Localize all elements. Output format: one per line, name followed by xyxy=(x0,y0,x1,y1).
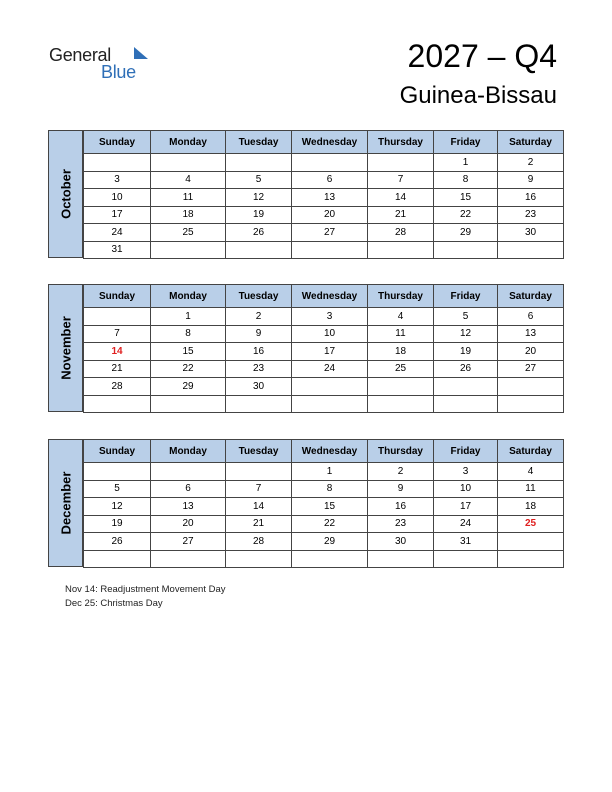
day-header: Saturday xyxy=(498,440,564,463)
day-cell: 28 xyxy=(368,224,434,242)
day-cell: 9 xyxy=(226,325,292,343)
day-cell: 8 xyxy=(434,171,498,189)
day-cell: 7 xyxy=(368,171,434,189)
day-cell: 24 xyxy=(84,224,151,242)
day-cell xyxy=(226,463,292,481)
month-label xyxy=(48,439,83,567)
day-header: Saturday xyxy=(498,285,564,308)
week-row xyxy=(84,154,564,172)
day-cell xyxy=(498,378,564,396)
day-cell: 4 xyxy=(498,463,564,481)
day-cell: 21 xyxy=(226,515,292,533)
day-cell: 7 xyxy=(84,325,151,343)
day-header: Friday xyxy=(434,440,498,463)
day-header: Monday xyxy=(151,440,226,463)
day-cell: 14 xyxy=(368,189,434,207)
day-header: Sunday xyxy=(84,440,151,463)
day-cell: 19 xyxy=(84,515,151,533)
day-cell xyxy=(84,550,151,568)
day-cell xyxy=(498,241,564,259)
day-cell xyxy=(226,241,292,259)
day-header: Wednesday xyxy=(292,285,368,308)
day-cell xyxy=(368,378,434,396)
day-cell: 8 xyxy=(151,325,226,343)
month-label xyxy=(48,284,83,412)
day-cell xyxy=(368,395,434,413)
day-cell xyxy=(84,308,151,326)
day-cell: 2 xyxy=(368,463,434,481)
day-cell: 13 xyxy=(292,189,368,207)
month-name: December xyxy=(58,471,73,535)
calendar-table xyxy=(83,130,564,259)
day-header: Monday xyxy=(151,285,226,308)
holiday-note: Dec 25: Christmas Day xyxy=(65,598,163,609)
day-cell: 13 xyxy=(498,325,564,343)
day-cell: 20 xyxy=(292,206,368,224)
day-cell: 11 xyxy=(151,189,226,207)
holiday-note: Nov 14: Readjustment Movement Day xyxy=(65,584,226,595)
week-row xyxy=(84,343,564,361)
week-row xyxy=(84,308,564,326)
day-cell: 8 xyxy=(292,480,368,498)
day-cell xyxy=(498,395,564,413)
day-cell: 19 xyxy=(434,343,498,361)
day-cell: 3 xyxy=(292,308,368,326)
day-header-row xyxy=(84,440,564,463)
week-row xyxy=(84,498,564,516)
week-row xyxy=(84,378,564,396)
day-cell: 27 xyxy=(498,360,564,378)
day-cell xyxy=(151,241,226,259)
day-cell: 30 xyxy=(226,378,292,396)
day-cell: 18 xyxy=(151,206,226,224)
day-cell: 30 xyxy=(498,224,564,242)
day-cell: 9 xyxy=(498,171,564,189)
week-row xyxy=(84,206,564,224)
day-header: Thursday xyxy=(368,131,434,154)
day-cell xyxy=(226,395,292,413)
day-header: Wednesday xyxy=(292,440,368,463)
day-cell: 21 xyxy=(368,206,434,224)
day-header: Thursday xyxy=(368,285,434,308)
logo-general-text: General xyxy=(49,45,111,65)
day-cell: 20 xyxy=(498,343,564,361)
day-cell xyxy=(498,550,564,568)
week-row xyxy=(84,360,564,378)
week-row xyxy=(84,171,564,189)
day-cell xyxy=(292,154,368,172)
day-cell: 23 xyxy=(368,515,434,533)
day-cell: 10 xyxy=(434,480,498,498)
day-cell: 22 xyxy=(292,515,368,533)
day-cell xyxy=(368,241,434,259)
day-cell: 17 xyxy=(292,343,368,361)
day-cell: 24 xyxy=(292,360,368,378)
day-cell: 5 xyxy=(84,480,151,498)
country-name: Guinea-Bissau xyxy=(399,82,557,109)
day-cell: 1 xyxy=(151,308,226,326)
day-header: Tuesday xyxy=(226,131,292,154)
day-header: Tuesday xyxy=(226,440,292,463)
day-cell: 15 xyxy=(434,189,498,207)
day-cell: 25 xyxy=(498,515,564,533)
day-cell xyxy=(226,550,292,568)
day-cell: 5 xyxy=(434,308,498,326)
day-cell: 20 xyxy=(151,515,226,533)
day-cell xyxy=(434,378,498,396)
day-cell: 28 xyxy=(226,533,292,551)
day-cell: 18 xyxy=(498,498,564,516)
day-cell xyxy=(292,395,368,413)
day-cell: 28 xyxy=(84,378,151,396)
day-cell: 29 xyxy=(292,533,368,551)
week-row xyxy=(84,480,564,498)
day-cell xyxy=(84,154,151,172)
day-cell xyxy=(292,378,368,396)
day-cell xyxy=(434,395,498,413)
day-cell: 23 xyxy=(226,360,292,378)
day-cell xyxy=(226,154,292,172)
day-cell: 13 xyxy=(151,498,226,516)
day-cell: 22 xyxy=(434,206,498,224)
day-cell xyxy=(292,241,368,259)
day-cell: 29 xyxy=(434,224,498,242)
day-cell: 14 xyxy=(84,343,151,361)
day-cell xyxy=(292,550,368,568)
day-header: Friday xyxy=(434,131,498,154)
day-cell: 17 xyxy=(84,206,151,224)
day-cell: 15 xyxy=(151,343,226,361)
day-cell: 10 xyxy=(84,189,151,207)
page-title: 2027 – Q4 xyxy=(407,38,557,74)
day-cell: 3 xyxy=(434,463,498,481)
day-cell: 19 xyxy=(226,206,292,224)
day-header: Sunday xyxy=(84,131,151,154)
day-cell: 12 xyxy=(434,325,498,343)
week-row xyxy=(84,533,564,551)
day-cell: 25 xyxy=(151,224,226,242)
day-cell: 22 xyxy=(151,360,226,378)
holiday-notes xyxy=(65,583,226,611)
day-cell: 6 xyxy=(498,308,564,326)
calendar-table xyxy=(83,284,564,413)
day-cell xyxy=(151,154,226,172)
day-cell: 11 xyxy=(498,480,564,498)
day-cell: 27 xyxy=(292,224,368,242)
day-cell xyxy=(151,395,226,413)
week-row xyxy=(84,241,564,259)
day-cell: 9 xyxy=(368,480,434,498)
day-cell: 12 xyxy=(84,498,151,516)
day-header: Saturday xyxy=(498,131,564,154)
week-row xyxy=(84,550,564,568)
day-cell: 26 xyxy=(84,533,151,551)
day-header: Thursday xyxy=(368,440,434,463)
month-name: October xyxy=(58,169,73,219)
day-cell: 14 xyxy=(226,498,292,516)
day-cell: 12 xyxy=(226,189,292,207)
day-cell: 2 xyxy=(498,154,564,172)
day-cell: 10 xyxy=(292,325,368,343)
logo xyxy=(49,44,149,84)
day-cell: 15 xyxy=(292,498,368,516)
day-cell xyxy=(368,154,434,172)
day-cell: 31 xyxy=(84,241,151,259)
day-cell: 16 xyxy=(368,498,434,516)
day-cell xyxy=(151,550,226,568)
day-cell: 11 xyxy=(368,325,434,343)
day-cell: 18 xyxy=(368,343,434,361)
week-row xyxy=(84,515,564,533)
day-header: Friday xyxy=(434,285,498,308)
day-cell xyxy=(84,395,151,413)
day-cell xyxy=(498,533,564,551)
day-cell: 4 xyxy=(151,171,226,189)
month-label xyxy=(48,130,83,258)
week-row xyxy=(84,224,564,242)
logo-flag-icon xyxy=(134,47,148,59)
day-cell: 24 xyxy=(434,515,498,533)
day-header-row xyxy=(84,131,564,154)
logo-blue-text: Blue xyxy=(101,62,136,82)
day-cell: 5 xyxy=(226,171,292,189)
day-cell: 26 xyxy=(226,224,292,242)
week-row xyxy=(84,463,564,481)
day-header: Sunday xyxy=(84,285,151,308)
day-cell: 17 xyxy=(434,498,498,516)
day-cell: 16 xyxy=(498,189,564,207)
day-cell xyxy=(368,550,434,568)
calendar-table xyxy=(83,439,564,568)
week-row xyxy=(84,325,564,343)
day-cell: 21 xyxy=(84,360,151,378)
day-cell: 3 xyxy=(84,171,151,189)
day-cell: 31 xyxy=(434,533,498,551)
day-cell: 6 xyxy=(292,171,368,189)
month-name: November xyxy=(58,316,73,380)
day-cell: 6 xyxy=(151,480,226,498)
day-cell: 30 xyxy=(368,533,434,551)
day-cell: 23 xyxy=(498,206,564,224)
day-cell xyxy=(434,550,498,568)
day-cell: 1 xyxy=(434,154,498,172)
week-row xyxy=(84,395,564,413)
day-cell: 16 xyxy=(226,343,292,361)
day-cell: 27 xyxy=(151,533,226,551)
day-cell: 29 xyxy=(151,378,226,396)
day-cell xyxy=(434,241,498,259)
day-cell: 25 xyxy=(368,360,434,378)
day-cell: 26 xyxy=(434,360,498,378)
day-cell xyxy=(151,463,226,481)
day-cell: 2 xyxy=(226,308,292,326)
day-header-row xyxy=(84,285,564,308)
day-header: Tuesday xyxy=(226,285,292,308)
day-header: Monday xyxy=(151,131,226,154)
week-row xyxy=(84,189,564,207)
day-cell: 1 xyxy=(292,463,368,481)
day-cell: 7 xyxy=(226,480,292,498)
day-cell xyxy=(84,463,151,481)
day-header: Wednesday xyxy=(292,131,368,154)
day-cell: 4 xyxy=(368,308,434,326)
